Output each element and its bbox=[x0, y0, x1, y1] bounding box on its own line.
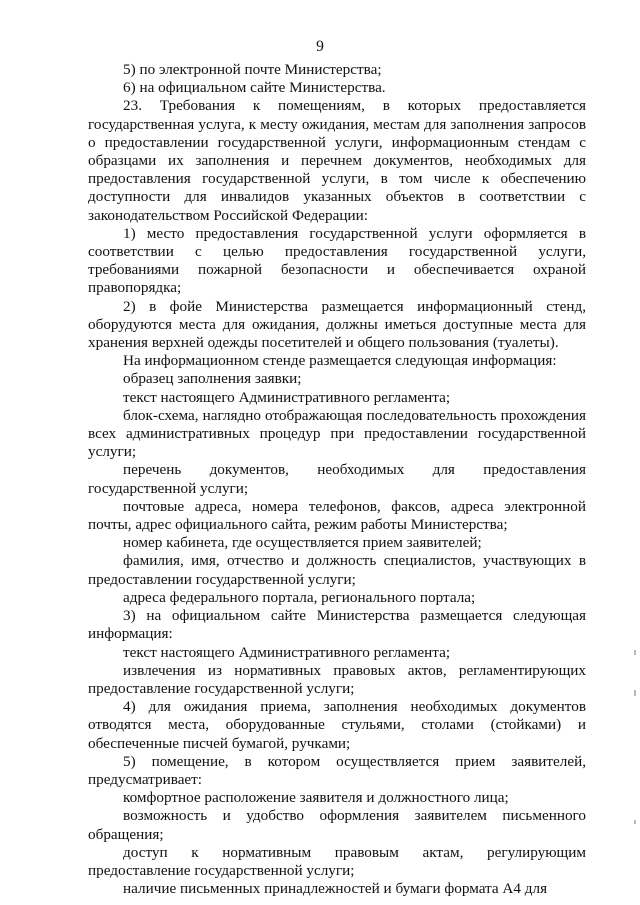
paragraph-19: 5) помещение, в котором осуществляется прием заявителей, предусматривает: bbox=[88, 752, 586, 788]
paragraph-18: 4) для ожидания приема, заполнения необходимых документов отводятся места, оборудованные стульями, столами (стойками) и обеспеченные писчей бумагой, ручками; bbox=[88, 698, 586, 752]
paragraph-22: доступ к нормативным правовым актам, регулирующим предоставление государственной услуги; bbox=[88, 843, 586, 879]
paragraph-15: 3) на официальном сайте Министерства размещается следующая информация: bbox=[88, 607, 586, 643]
paragraph-5: 2) в фойе Министерства размещается информационный стенд, оборудуются места для ожидания, должны иметься доступные места для хранения верхней одежды посетителей и общего пользования (туалеты). bbox=[88, 297, 586, 352]
paragraph-1: 5) по электронной почте Министерства; bbox=[123, 61, 382, 78]
paragraph-20: комфортное расположение заявителя и должностного лица; bbox=[123, 789, 509, 807]
paragraph-3: 23. Требования к помещениям, в которых предоставляется государственная услуга, к месту ожидания, местам для заполнения запросов о предоставлении государственной услуги, информационным стендам с образцами их заполнения и перечнем документов, необходимых для предоставления государственной услуги, в том числе к обеспечению доступности для инвалидов указанных объектов в соответствии с законодательством Российской Федерации: bbox=[88, 97, 586, 224]
paragraph-2: 6) на официальном сайте Министерства. bbox=[123, 79, 386, 97]
paragraph-7: образец заполнения заявки; bbox=[123, 370, 302, 388]
page-number: 9 bbox=[316, 38, 324, 55]
paragraph-6: На информационном стенде размещается следующая информация: bbox=[123, 352, 557, 370]
paragraph-10: перечень документов, необходимых для предоставления государственной услуги; bbox=[88, 461, 586, 497]
scan-edge-mark bbox=[634, 650, 636, 655]
scan-edge-mark bbox=[634, 690, 636, 696]
paragraph-14: адреса федерального портала, регионального портала; bbox=[123, 588, 476, 606]
paragraph-11: почтовые адреса, номера телефонов, факсов, адреса электронной почты, адрес официального сайта, режим работы Министерства; bbox=[88, 497, 586, 534]
scan-edge-mark bbox=[634, 820, 636, 824]
paragraph-16: текст настоящего Административного регламента; bbox=[123, 643, 451, 661]
paragraph-8: текст настоящего Административного регламента; bbox=[123, 388, 451, 406]
paragraph-13: фамилия, имя, отчество и должность специалистов, участвующих в предоставлении государственной услуги; bbox=[88, 552, 586, 588]
paragraph-12: номер кабинета, где осуществляется прием заявителей; bbox=[123, 534, 482, 552]
paragraph-17: извлечения из нормативных правовых актов, регламентирующих предоставление государственной услуги; bbox=[88, 661, 586, 697]
document-body bbox=[88, 61, 586, 898]
paragraph-21: возможность и удобство оформления заявителем письменного обращения; bbox=[88, 807, 586, 843]
paragraph-23: наличие письменных принадлежностей и бумаги формата А4 для bbox=[123, 880, 548, 898]
paragraph-4: 1) место предоставления государственной услуги оформляется в соответствии с целью предоставления государственной услуги, требованиями пожарной безопасности и обеспечивается охраной правопорядка; bbox=[88, 224, 586, 297]
paragraph-9: блок-схема, наглядно отображающая последовательность прохождения всех административных процедур при предоставлении государственной услуги; bbox=[88, 406, 586, 461]
